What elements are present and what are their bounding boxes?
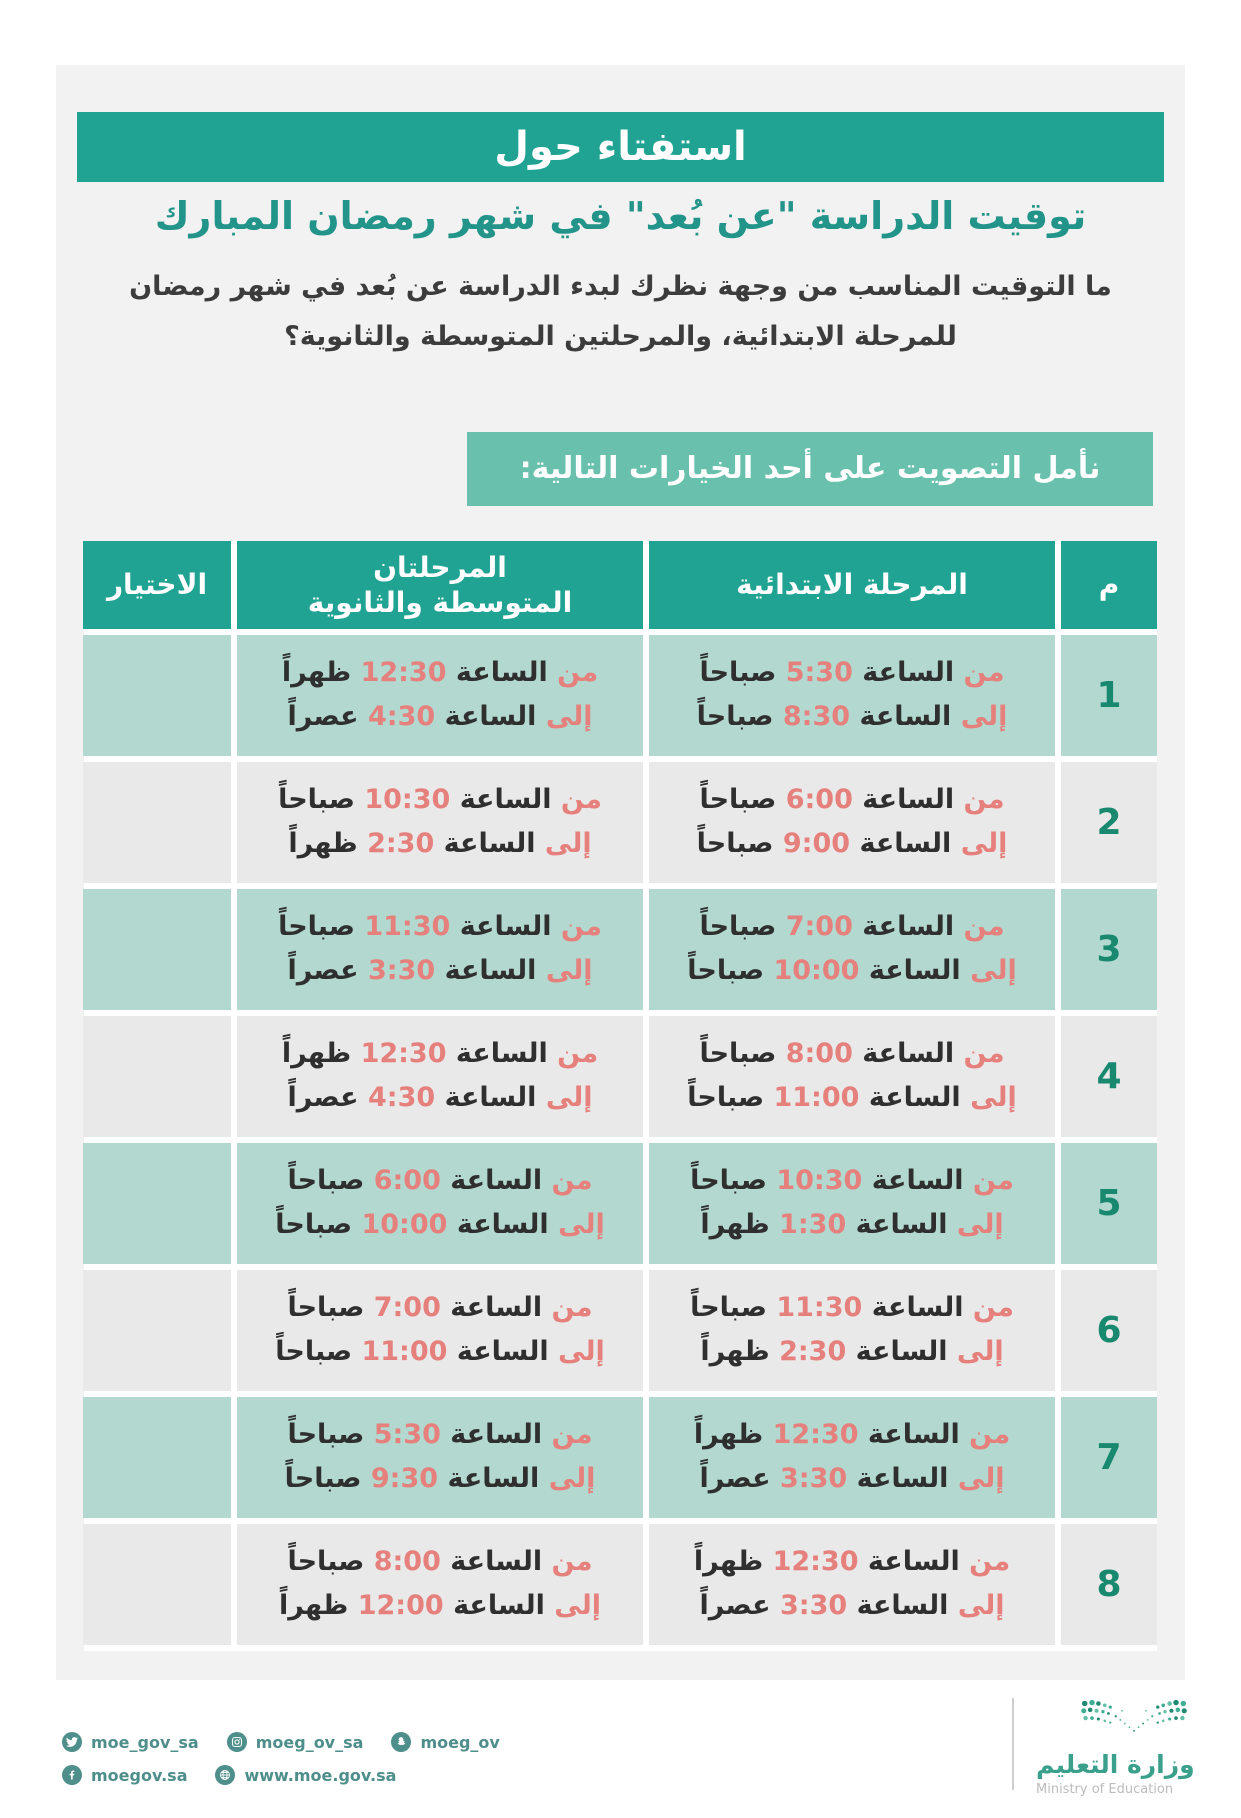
choice-cell[interactable] — [83, 1016, 231, 1137]
survey-question-line2: للمرحلة الابتدائية، والمرحلتين المتوسطة والثانوية؟ — [284, 320, 957, 352]
facebook-handle[interactable]: moegov.sa — [62, 1765, 187, 1785]
row-number: 3 — [1061, 889, 1157, 1010]
snapchat-handle[interactable]: moeg_ov — [391, 1732, 499, 1752]
choice-cell[interactable] — [83, 1397, 231, 1518]
choice-cell[interactable] — [83, 1524, 231, 1645]
elementary-times: من الساعة 7:00 صباحاً إلى الساعة 10:00 صباحاً — [649, 889, 1055, 1010]
choice-cell[interactable] — [83, 889, 231, 1010]
website-link[interactable]: www.moe.gov.sa — [215, 1765, 396, 1785]
secondary-times: من الساعة 7:00 صباحاً إلى الساعة 11:00 صباحاً — [237, 1270, 643, 1391]
elementary-times: من الساعة 12:30 ظهراً إلى الساعة 3:30 عصراً — [649, 1524, 1055, 1645]
row-number: 4 — [1061, 1016, 1157, 1137]
column-header-choice: الاختيار — [83, 541, 231, 629]
vote-banner — [467, 432, 1153, 506]
column-header-elementary: المرحلة الابتدائية — [649, 541, 1055, 629]
vote-banner-label: نأمل التصويت على أحد الخيارات التالية: — [519, 451, 1101, 487]
instagram-handle[interactable]: moeg_ov_sa — [227, 1732, 364, 1752]
survey-question — [56, 262, 1185, 362]
survey-title-bar — [77, 112, 1164, 182]
survey-title-bar-label: استفتاء حول — [494, 124, 747, 170]
row-number: 5 — [1061, 1143, 1157, 1264]
elementary-times: من الساعة 12:30 ظهراً إلى الساعة 3:30 عصراً — [649, 1397, 1055, 1518]
instagram-icon — [227, 1732, 247, 1752]
survey-question-line1: ما التوقيت المناسب من وجهة نظرك لبدء الدراسة عن بُعد في شهر رمضان — [129, 271, 1112, 302]
elementary-times: من الساعة 11:30 صباحاً إلى الساعة 2:30 ظهراً — [649, 1270, 1055, 1391]
survey-card — [56, 65, 1185, 1680]
twitter-icon — [62, 1732, 82, 1752]
snapchat-icon — [391, 1732, 411, 1752]
twitter-handle[interactable]: moe_gov_sa — [62, 1732, 199, 1752]
facebook-icon — [62, 1765, 82, 1785]
elementary-times: من الساعة 6:00 صباحاً إلى الساعة 9:00 صباحاً — [649, 762, 1055, 883]
row-number: 8 — [1061, 1524, 1157, 1645]
secondary-times: من الساعة 10:30 صباحاً إلى الساعة 2:30 ظهراً — [237, 762, 643, 883]
row-number: 2 — [1061, 762, 1157, 883]
globe-icon — [215, 1765, 235, 1785]
options-table — [84, 541, 1157, 1651]
row-number: 7 — [1061, 1397, 1157, 1518]
secondary-times: من الساعة 11:30 صباحاً إلى الساعة 3:30 عصراً — [237, 889, 643, 1010]
ministry-logo-dots — [1074, 1698, 1194, 1740]
choice-cell[interactable] — [83, 1270, 231, 1391]
secondary-times: من الساعة 12:30 ظهراً إلى الساعة 4:30 عصراً — [237, 1016, 643, 1137]
column-header-number: م — [1061, 541, 1157, 629]
column-header-secondary: المرحلتان المتوسطة والثانوية — [237, 541, 643, 629]
secondary-times: من الساعة 12:30 ظهراً إلى الساعة 4:30 عصراً — [237, 635, 643, 756]
elementary-times: من الساعة 5:30 صباحاً إلى الساعة 8:30 صباحاً — [649, 635, 1055, 756]
secondary-times: من الساعة 5:30 صباحاً إلى الساعة 9:30 صباحاً — [237, 1397, 643, 1518]
choice-cell[interactable] — [83, 635, 231, 756]
choice-cell[interactable] — [83, 1143, 231, 1264]
ministry-name-english: Ministry of Education — [1036, 1782, 1174, 1797]
elementary-times: من الساعة 8:00 صباحاً إلى الساعة 11:00 صباحاً — [649, 1016, 1055, 1137]
secondary-times: من الساعة 8:00 صباحاً إلى الساعة 12:00 ظهراً — [237, 1524, 643, 1645]
choice-cell[interactable] — [83, 762, 231, 883]
ministry-logo — [1012, 1698, 1195, 1797]
page-title: توقيت الدراسة "عن بُعد" في شهر رمضان المبارك — [154, 194, 1087, 238]
logo-divider — [1012, 1698, 1014, 1790]
ministry-name-arabic: وزارة التعليم — [1036, 1750, 1195, 1779]
secondary-times: من الساعة 6:00 صباحاً إلى الساعة 10:00 صباحاً — [237, 1143, 643, 1264]
row-number: 1 — [1061, 635, 1157, 756]
social-links — [62, 1732, 500, 1785]
elementary-times: من الساعة 10:30 صباحاً إلى الساعة 1:30 ظهراً — [649, 1143, 1055, 1264]
row-number: 6 — [1061, 1270, 1157, 1391]
